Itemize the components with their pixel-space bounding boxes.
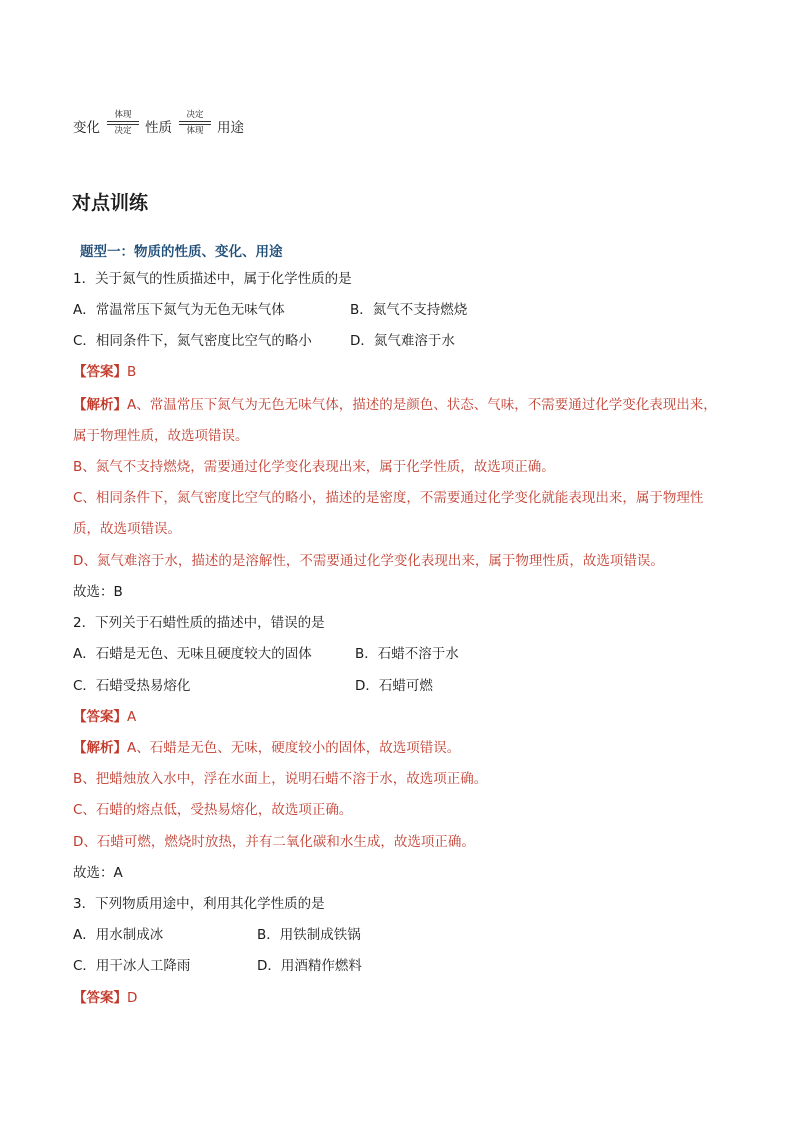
- q1-analysis-line-3: B、氮气不支持燃烧，需要通过化学变化表现出来，属于化学性质，故选项正确。: [73, 459, 555, 475]
- analysis-label: 【解析】: [73, 740, 127, 756]
- q2-choose: 故选：A: [73, 865, 123, 881]
- q3-answer: [73, 989, 137, 1007]
- q1-option-c: C．相同条件下，氮气密度比空气的略小: [73, 333, 312, 349]
- subsection-title: 题型一：物质的性质、变化、用途: [80, 244, 283, 260]
- q1-answer: [73, 363, 136, 381]
- q1-stem: 1．关于氮气的性质描述中，属于化学性质的是: [73, 271, 352, 287]
- q2-option-c: C．石蜡受热易熔化: [73, 678, 191, 694]
- q1-analysis-line-2: 属于物理性质，故选项错误。: [73, 428, 249, 444]
- diagram-property: 性质: [145, 120, 172, 136]
- arrow1-top-label: 体现: [114, 110, 132, 120]
- q1-analysis-line-1: 【解析】A、常温常压下氮气为无色无味气体，描述的是颜色、状态、气味，不需要通过化学变化表现出来，: [73, 397, 717, 413]
- q1-choose: 故选：B: [73, 584, 123, 600]
- answer-value: D: [127, 990, 138, 1006]
- q2-option-b: B．石蜡不溶于水: [355, 646, 459, 662]
- q1-option-d: D．氮气难溶于水: [350, 333, 455, 349]
- q2-option-a: A．石蜡是无色、无味且硬度较大的固体: [73, 646, 312, 662]
- q2-analysis-line-2: B、把蜡烛放入水中，浮在水面上，说明石蜡不溶于水，故选项正确。: [73, 771, 488, 787]
- arrow2-top-label: 决定: [186, 110, 204, 120]
- q3-option-b: B．用铁制成铁锅: [257, 927, 361, 943]
- q3-stem: 3．下列物质用途中，利用其化学性质的是: [73, 896, 325, 912]
- diagram-use: 用途: [217, 120, 244, 136]
- q2-answer: [73, 708, 136, 726]
- q3-option-a: A．用水制成冰: [73, 927, 164, 943]
- q1-analysis-line-5: 质，故选项错误。: [73, 521, 181, 537]
- q2-stem: 2．下列关于石蜡性质的描述中，错误的是: [73, 615, 325, 631]
- arrow2-bottom-label: 体现: [186, 126, 204, 136]
- q3-option-c: C．用干冰人工降雨: [73, 958, 191, 974]
- arrow1-bottom-label: 决定: [114, 126, 132, 136]
- double-arrow-2: [178, 112, 212, 134]
- q2-option-d: D．石蜡可燃: [355, 678, 433, 694]
- double-arrow-1: [106, 112, 140, 134]
- answer-label: 【答案】: [73, 709, 127, 725]
- q2-analysis-line-1: 【解析】A、石蜡是无色、无味，硬度较小的固体，故选项错误。: [73, 740, 461, 756]
- q2-analysis-line-4: D、石蜡可燃，燃烧时放热，并有二氧化碳和水生成，故选项正确。: [73, 834, 475, 850]
- q1-analysis-line-4: C、相同条件下，氮气密度比空气的略小，描述的是密度，不需要通过化学变化就能表现出来，属于物理性: [73, 490, 704, 506]
- answer-label: 【答案】: [73, 364, 127, 380]
- answer-label: 【答案】: [73, 990, 127, 1006]
- q1-analysis-line-6: D、氮气难溶于水，描述的是溶解性，不需要通过化学变化表现出来，属于物理性质，故选项错误。: [73, 553, 664, 569]
- answer-value: A: [127, 709, 137, 725]
- answer-value: B: [127, 364, 137, 380]
- q3-option-d: D．用酒精作燃料: [257, 958, 362, 974]
- analysis-label: 【解析】: [73, 397, 127, 413]
- q2-analysis-line-3: C、石蜡的熔点低，受热易熔化，故选项正确。: [73, 802, 353, 818]
- q1-option-b: B．氮气不支持燃烧: [350, 302, 468, 318]
- section-title: 对点训练: [72, 192, 149, 214]
- q1-option-a: A．常温常压下氮气为无色无味气体: [73, 302, 285, 318]
- diagram-change: 变化: [73, 120, 100, 136]
